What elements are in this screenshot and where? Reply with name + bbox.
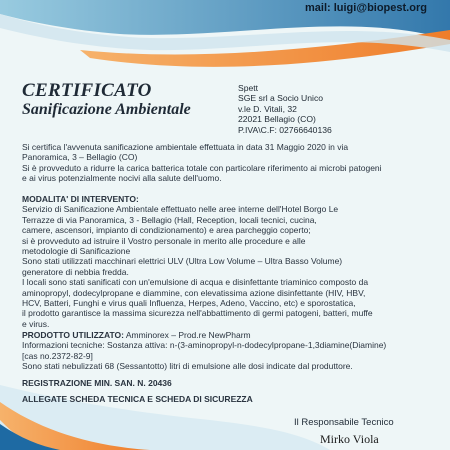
signature-name: Mirko Viola	[320, 432, 379, 446]
method-line: e virus.	[22, 318, 50, 329]
method-line: generatore di nebbia fredda.	[22, 266, 129, 277]
address-line: 22021 Bellagio (CO)	[238, 114, 316, 125]
method-line: HCV, Batteri, Funghi e virus quali Influenza, Herpes, Adeno, Vaccino, etc) e sporostatica,	[22, 298, 356, 309]
intro-line: Si certifica l'avvenuta sanificazione ambientale effettuata in data 31 Maggio 2020 in via	[22, 142, 349, 152]
product-section	[22, 330, 432, 372]
intro-line: Panoramica, 3 – Bellagio (CO)	[22, 152, 138, 163]
signature-role: Il Responsabile Tecnico	[294, 417, 394, 428]
method-line: il prodotto garantisce la massima sicurezza nell'abbattimento di germi patogeni, batteri, muffe	[22, 308, 373, 319]
address-line: P.IVA\C.F: 02766640136	[238, 124, 332, 135]
certificate-title: CERTIFICATO	[22, 80, 152, 101]
method-line: aminopropyl, dodecylpropane e diammine, con elevatissima azione disinfettante (HIV, HBV,	[22, 287, 366, 298]
contact-email: mail: luigi@biopest.org	[305, 2, 427, 14]
registration-number: REGISTRAZIONE MIN. SAN. N. 20436	[22, 378, 172, 388]
address-line: SGE srl a Socio Unico	[238, 93, 324, 104]
method-line: metodologie di Sanificazione	[22, 246, 131, 257]
recipient-address	[238, 83, 332, 135]
intro-line: Si è provveduto a ridurre la carica batterica totale con particolare riferimento ai microbi patogeni	[22, 162, 382, 173]
method-line: Sono stati utilizzati macchinari elettrici ULV (Ultra Low Volume – Ultra Basso Volume)	[22, 256, 343, 267]
address-line: v.le D. Vitali, 32	[238, 103, 297, 114]
method-line: si è provveduto ad istruire il Vostro personale in merito alle procedure e alle	[22, 235, 306, 246]
intro-paragraph	[22, 142, 432, 184]
product-line: [cas no.2372-82-9]	[22, 350, 93, 361]
address-line: Spett	[238, 83, 259, 93]
product-name: Amminorex – Prod.re NewPharm	[124, 330, 251, 340]
method-line: I locali sono stati sanificati con un'emulsione di acqua e disinfettante triaminico composto da	[22, 277, 369, 288]
method-section	[22, 194, 432, 329]
product-heading: PRODOTTO UTILIZZATO:	[22, 330, 124, 340]
method-heading: MODALITA' DI INTERVENTO:	[22, 194, 139, 204]
product-line: Sono stati nebulizzati 68 (Sessantotto) litri di emulsione alle dosi indicate dal produttore.	[22, 361, 353, 372]
certificate-subtitle: Sanificazione Ambientale	[22, 101, 191, 118]
method-line: Terrazze di via Panoramica, 3 - Bellagio (Hall, Reception, locali tecnici, cucina,	[22, 214, 317, 225]
method-line: camere, ascensori, impianto di condizionamento) e area parcheggio coperto;	[22, 225, 311, 236]
attachments-note: ALLEGATE SCHEDA TECNICA E SCHEDA DI SICUREZZA	[22, 394, 253, 404]
method-line: Servizio di Sanificazione Ambientale effettuato nelle aree interne dell'Hotel Borgo Le	[22, 204, 339, 215]
product-line: Informazioni tecniche: Sostanza attiva: n-(3-aminopropyl-n-dodecylpropane-1,3diamine(Diamine)	[22, 340, 387, 351]
intro-line: e ai virus potenzialmente nocivi alla salute dell'uomo.	[22, 173, 222, 184]
